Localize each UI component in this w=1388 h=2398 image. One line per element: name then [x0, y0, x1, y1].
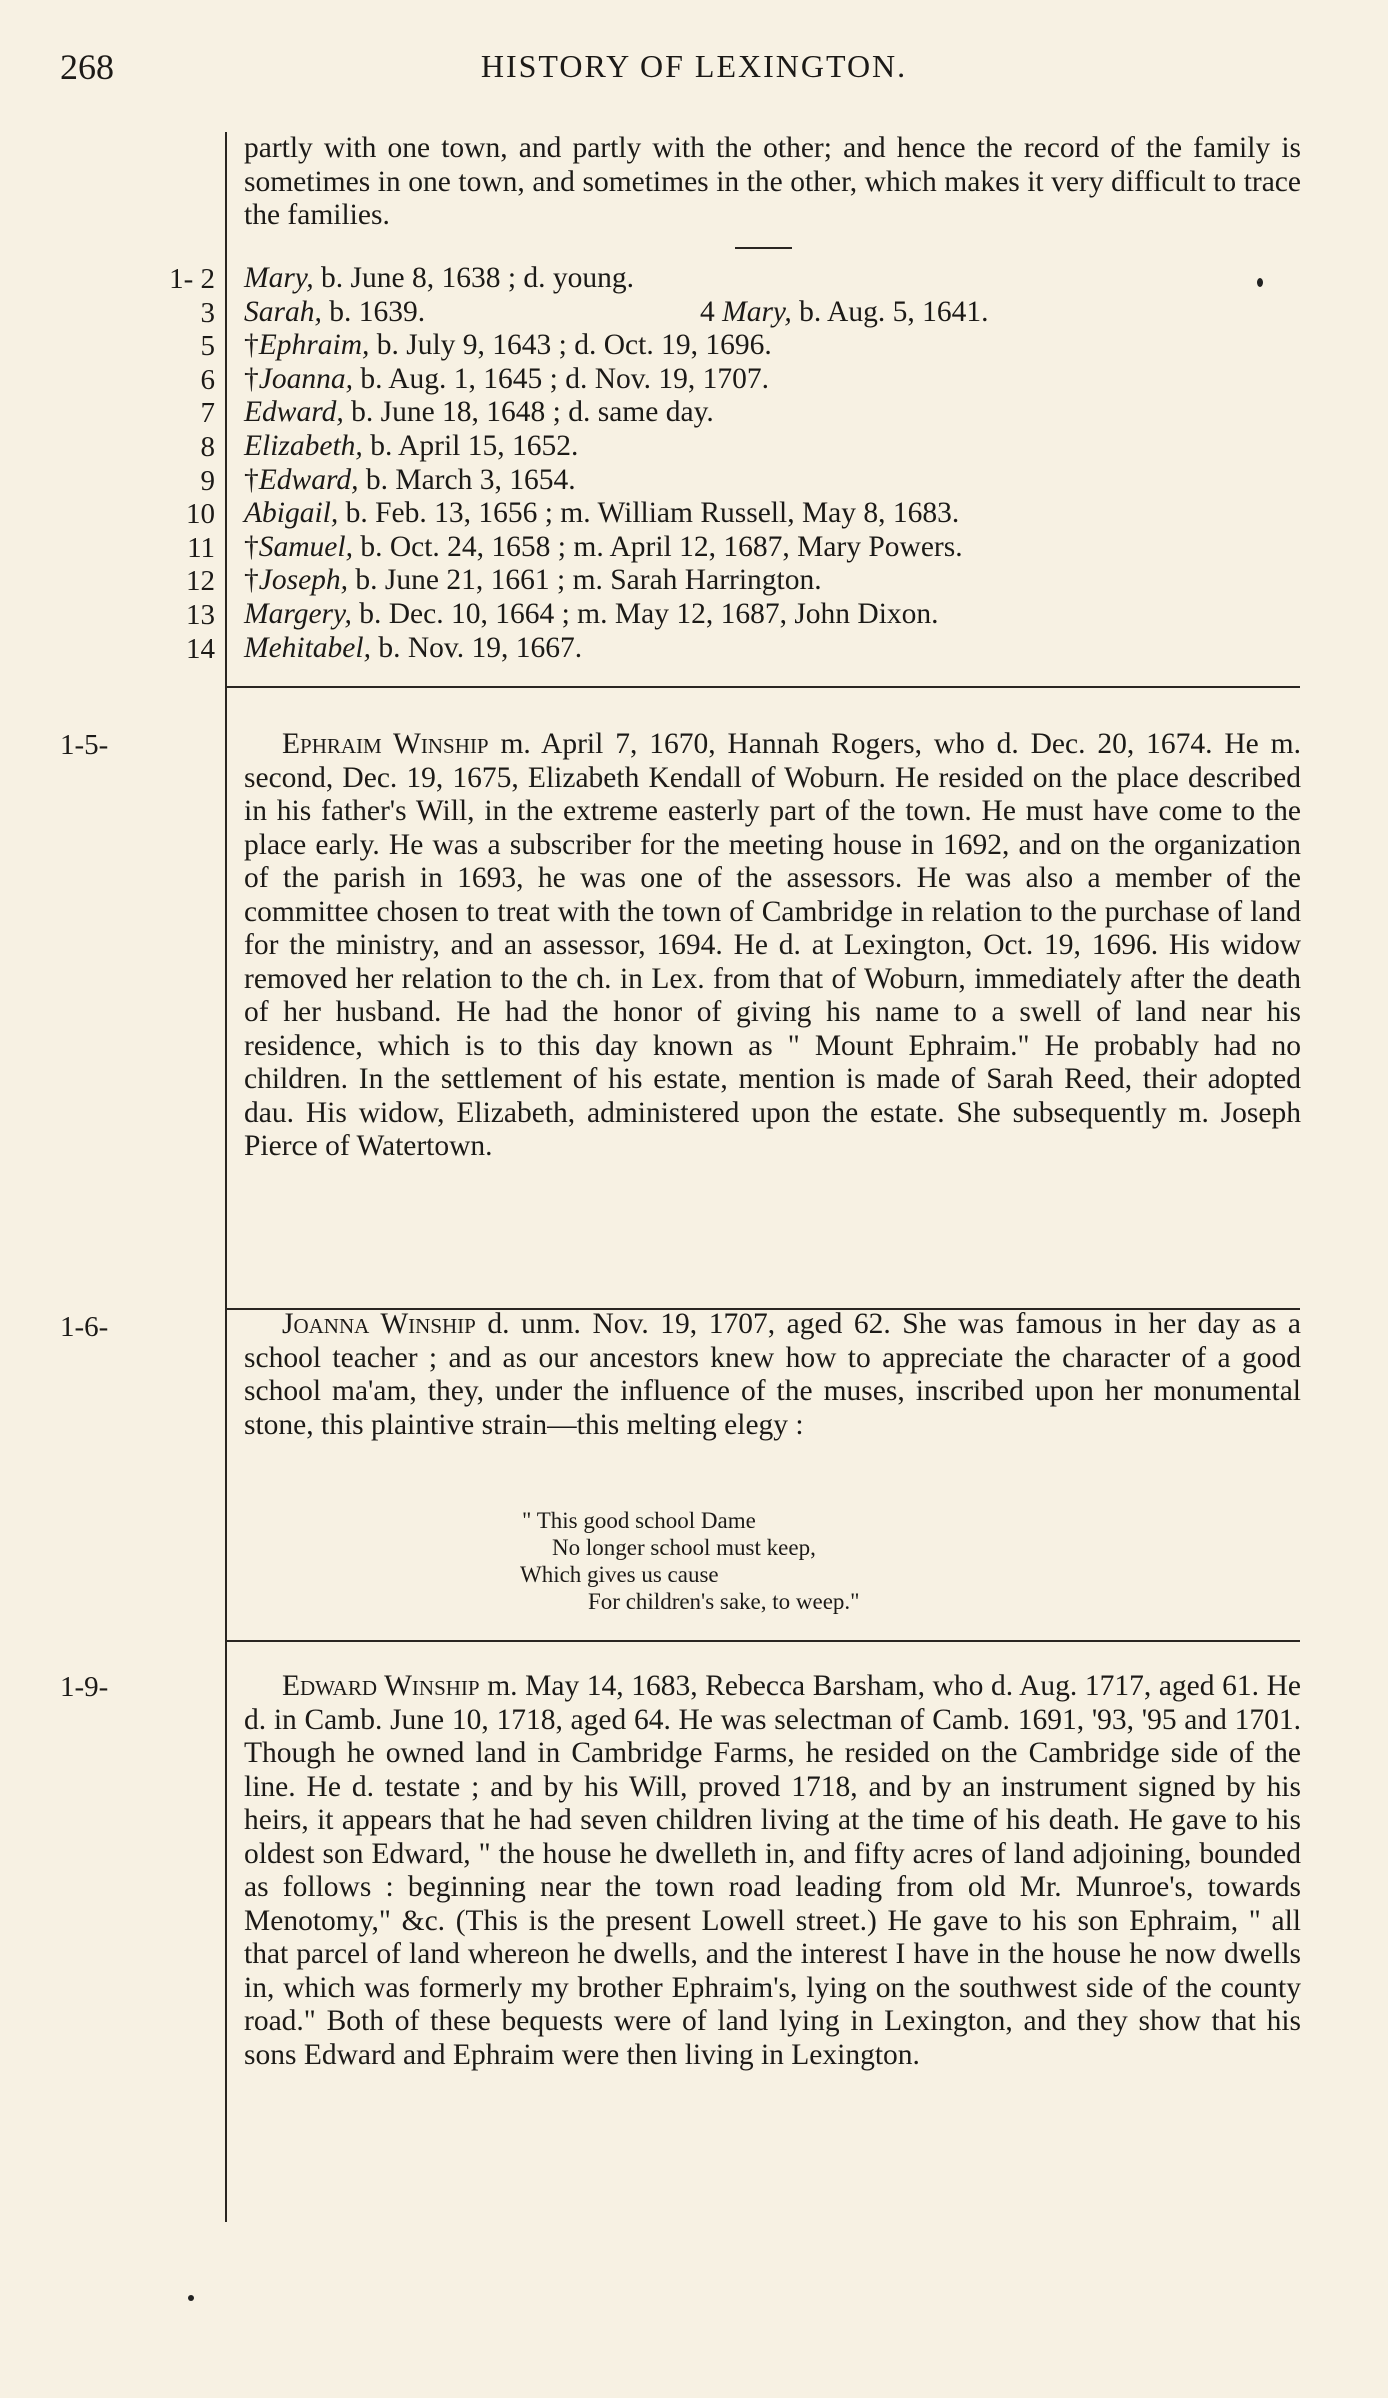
- child-entry: [244, 329, 772, 363]
- dagger-mark: †: [244, 530, 259, 563]
- dagger-mark: †: [244, 362, 259, 395]
- child-entry: [244, 531, 963, 565]
- child-details: b. Aug. 5, 1641.: [791, 295, 989, 328]
- section-text: m. May 14, 1683, Rebecca Barsham, who d. Aug. 1717, aged 61. He d. in Camb. June 10, 1718, aged 64. He was selectman of Camb. 1691, '93, '95 and 1701. Though he owned land in Cambridge Farms, he resided on the Cambridge side of the line. He d. testate ; and by his Will, proved 1718, and by an instrument signed by his heirs, it appears that he had seven children living at the time of his death. He gave to his oldest son Edward, " the house he dwelleth in, and fifty acres of land adjoining, bounded as follows : beginning near the town road leading from old Mr. Munroe's, towards Menotomy," &c. (This is the present Lowell street.) He gave to his son Ephraim, " all that parcel of land whereon he dwells, and the interest I have in the house he now dwells in, which was formerly my brother Ephraim's, lying on the southwest side of the county road." Both of these bequests were of land lying in Lexington, and they show that his sons Edward and Ephraim were then living in Lexington.: [244, 1670, 1301, 2071]
- child-number: 7: [200, 397, 215, 430]
- child-name: Edward,: [258, 463, 359, 496]
- section-id: 1-9-: [60, 1671, 109, 1703]
- person-name: Joanna Winship: [282, 1308, 476, 1340]
- child-entry: [244, 632, 582, 666]
- child-name: Sarah,: [244, 295, 322, 328]
- child-details: b. Feb. 13, 1656 ; m. William Russell, May 8, 1683.: [338, 497, 960, 530]
- page-header: [0, 46, 1388, 96]
- dagger-mark: †: [244, 463, 259, 496]
- section-rule: [226, 1640, 1300, 1642]
- dagger-mark: †: [244, 564, 259, 597]
- section-edward: [244, 1670, 1301, 2072]
- poem-line: For children's sake, to weep.": [588, 1589, 860, 1614]
- section-ephraim: [244, 728, 1301, 1164]
- child-details: b. June 18, 1648 ; d. same day.: [343, 396, 714, 429]
- child-details: b. Dec. 10, 1664 ; m. May 12, 1687, John Dixon.: [351, 598, 939, 630]
- child-entry: [244, 598, 939, 632]
- person-name: Ephraim Winship: [282, 728, 489, 760]
- child-name: Ephraim,: [258, 329, 370, 362]
- child-entry: [244, 396, 714, 430]
- child-name: Abigail,: [244, 497, 339, 530]
- child-details: b. July 9, 1643 ; d. Oct. 19, 1696.: [369, 329, 772, 362]
- child-name: Mary,: [244, 262, 314, 294]
- dagger-mark: †: [244, 329, 259, 362]
- child-number: 13: [186, 599, 215, 631]
- child-number: 10: [186, 498, 215, 531]
- intro-paragraph: partly with one town, and partly with the other; and hence the record of the family is sometimes in one town, and sometimes in the other, which makes it very difficult to trace the families.: [244, 132, 1301, 231]
- child-number: 5: [200, 330, 215, 363]
- child-details: b. June 8, 1638 ; d. young.: [313, 262, 635, 294]
- child-number: 12: [186, 565, 215, 598]
- child-entry: [244, 430, 578, 464]
- child-details: b. Oct. 24, 1658 ; m. April 12, 1687, Mary Powers.: [352, 530, 963, 563]
- child-name: Mehitabel,: [244, 631, 371, 664]
- section-text: d. unm. Nov. 19, 1707, aged 62. She was famous in her day as a school teacher ; and as our ancestors knew how to appreciate the character of a good school ma'am, they, under the influence of the muses, inscribed upon her monumental stone, this plaintive strain—this melting elegy :: [244, 1308, 1302, 1441]
- child-details: b. June 21, 1661 ; m. Sarah Harrington.: [348, 564, 822, 597]
- child-name: Joseph,: [258, 564, 349, 597]
- ink-speck: [1257, 278, 1263, 287]
- short-rule: [735, 247, 792, 249]
- section-rule: [226, 686, 1300, 688]
- section-text: m. April 7, 1670, Hannah Rogers, who d. Dec. 20, 1674. He m. second, Dec. 19, 1675, Elizabeth Kendall of Woburn. He resided on the place described in his father's Will, in the extreme easterly part of the town. He must have come to the place early. He was a subscriber for the meeting house in 1692, and on the organization of the parish in 1693, he was one of the assessors. He was also a member of the committee chosen to treat with the town of Cambridge in relation to the purchase of land for the ministry, and an assessor, 1694. He d. at Lexington, Oct. 19, 1696. His widow removed her relation to the ch. in Lex. from that of Woburn, immediately after the death of her husband. He had the honor of giving his name to a swell of land near his residence, which is to this day known as " Mount Ephraim." He probably had no children. In the settlement of his estate, mention is made of Sarah Reed, their adopted dau. His widow, Elizabeth, administered upon the estate. She subsequently m. Joseph Pierce of Watertown.: [244, 728, 1301, 1162]
- person-name: Edward Winship: [282, 1670, 480, 1702]
- child-number: 4: [700, 295, 715, 328]
- section-joanna: [244, 1308, 1301, 1442]
- child-details: b. 1639.: [321, 295, 426, 328]
- ink-speck: [188, 2295, 194, 2301]
- poem-line: No longer school must keep,: [552, 1535, 816, 1560]
- page-number: 268: [60, 47, 114, 87]
- child-entry: [244, 296, 425, 330]
- poem-line: " This good school Dame: [522, 1508, 756, 1533]
- child-details: b. Nov. 19, 1667.: [370, 631, 583, 664]
- child-number: 8: [200, 431, 215, 463]
- running-title: HISTORY OF LEXINGTON.: [480, 48, 908, 84]
- child-name: Edward,: [244, 396, 344, 429]
- child-entry: [244, 564, 822, 598]
- child-name: Margery,: [244, 598, 352, 630]
- poem-line: Which gives us cause: [520, 1562, 719, 1587]
- child-entry: [244, 363, 769, 397]
- child-entry: [700, 296, 988, 330]
- child-details: b. March 3, 1654.: [358, 463, 576, 496]
- child-name: Elizabeth,: [244, 430, 363, 462]
- child-number: 6: [200, 363, 215, 396]
- child-entry: [244, 497, 959, 531]
- child-name: Mary,: [722, 295, 792, 328]
- child-details: b. April 15, 1652.: [362, 430, 579, 462]
- child-entry: [244, 262, 634, 296]
- margin-rule: [225, 132, 227, 2222]
- child-number: 14: [186, 632, 215, 665]
- child-number: 3: [200, 296, 215, 329]
- section-id: 1-6-: [60, 1311, 109, 1343]
- child-number: 9: [200, 464, 215, 497]
- child-entry: [244, 464, 576, 498]
- child-name: Joanna,: [258, 362, 353, 395]
- child-number: 11: [187, 531, 215, 564]
- child-name: Samuel,: [258, 530, 353, 563]
- section-id: 1-5-: [60, 729, 109, 761]
- child-number: 1- 2: [169, 263, 215, 295]
- child-details: b. Aug. 1, 1645 ; d. Nov. 19, 1707.: [352, 362, 769, 395]
